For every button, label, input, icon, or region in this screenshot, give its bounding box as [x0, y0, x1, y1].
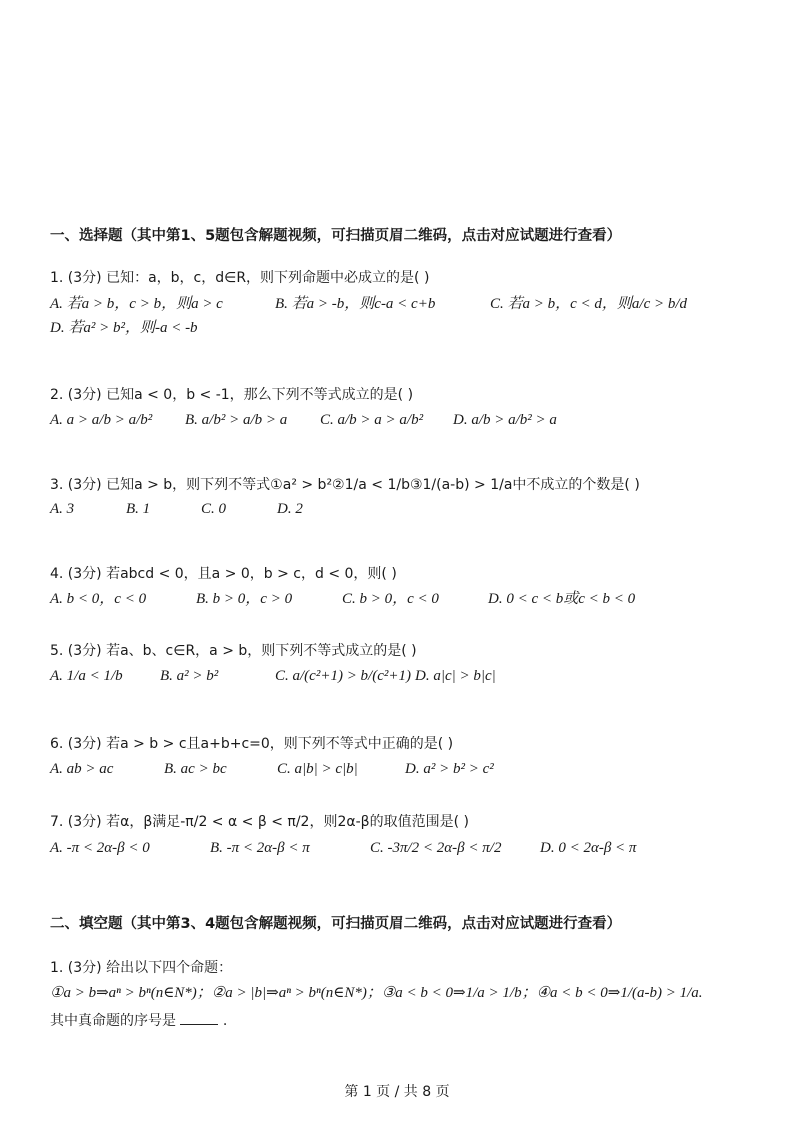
question-4-option-d: D. 0 < c < b或c < b < 0: [488, 591, 636, 607]
question-7-stem: 7. (3分) 若α，β满足-π/2 < α < β < π/2，则2α-β的取值范围是( ): [50, 814, 469, 830]
question-2-stem: 2. (3分) 已知a < 0，b < -1，那么下列不等式成立的是( ): [50, 387, 414, 403]
question-6-option-b: B. ac > bc: [164, 761, 227, 777]
question-5-option-a: A. 1/a < 1/b: [50, 668, 123, 684]
fill-question-1-tail: 其中真命题的序号是: [50, 1013, 176, 1029]
question-3-option-d: D. 2: [277, 501, 303, 517]
fill-question-1-end: .: [222, 1013, 228, 1029]
question-4-option-c: C. b > 0，c < 0: [342, 591, 439, 607]
question-6-option-c: C. a|b| > c|b|: [277, 761, 358, 777]
question-4-option-a: A. b < 0，c < 0: [50, 591, 147, 607]
question-3-option-b: B. 1: [126, 501, 151, 517]
section-title-choice: 一、选择题（其中第1、5题包含解题视频，可扫描页眉二维码，点击对应试题进行查看）: [50, 228, 622, 244]
question-1-option-b: B. 若a > -b，则c-a < c+b: [275, 296, 436, 312]
section-title-fill-blank: 二、填空题（其中第3、4题包含解题视频，可扫描页眉二维码，点击对应试题进行查看）: [50, 916, 622, 932]
question-3-option-c: C. 0: [201, 501, 227, 517]
question-7-option-a: A. -π < 2α-β < 0: [50, 840, 150, 856]
question-5-stem: 5. (3分) 若a、b、c∈R，a > b，则下列不等式成立的是( ): [50, 643, 417, 659]
question-1-option-c: C. 若a > b，c < d，则a/c > b/d: [490, 296, 688, 312]
question-7-option-d: D. 0 < 2α-β < π: [540, 840, 637, 856]
question-4-stem: 4. (3分) 若abcd < 0，且a > 0，b > c，d < 0，则( ): [50, 566, 397, 582]
question-2-option-d: D. a/b > a/b² > a: [453, 412, 557, 428]
question-3-stem: 3. (3分) 已知a > b，则下列不等式①a² > b²②1/a < 1/b③1/(a-b) > 1/a中不成立的个数是( ): [50, 477, 640, 493]
question-5-option-b: B. a² > b²: [160, 668, 219, 684]
question-3-option-a: A. 3: [50, 501, 75, 517]
question-2-option-b: B. a/b² > a/b > a: [185, 412, 288, 428]
question-6-stem: 6. (3分) 若a > b > c且a+b+c=0，则下列不等式中正确的是( ): [50, 736, 454, 752]
question-5-option-d: D. a|c| > b|c|: [415, 668, 496, 684]
question-1-option-d: D. 若a² > b²，则-a < -b: [50, 320, 198, 336]
question-5-option-c: C. a/(c²+1) > b/(c²+1): [275, 668, 411, 684]
fill-question-1-stem: 1. (3分) 给出以下四个命题：: [50, 960, 233, 976]
question-6-option-d: D. a² > b² > c²: [405, 761, 494, 777]
fill-question-1-propositions: ①a > b⇒aⁿ > bⁿ(n∈N*)；②a > |b|⇒aⁿ > bⁿ(n∈N*)；③a < b < 0⇒1/a > 1/b；④a < b < 0⇒1/(a-b) > 1/a.: [50, 985, 703, 1001]
question-7-option-c: C. -3π/2 < 2α-β < π/2: [370, 840, 502, 856]
question-1-option-a: A. 若a > b，c > b，则a > c: [50, 296, 223, 312]
answer-blank[interactable]: [180, 1010, 218, 1025]
question-2-option-a: A. a > a/b > a/b²: [50, 412, 153, 428]
page-footer: 第 1 页 / 共 8 页: [344, 1084, 450, 1100]
question-1-stem: 1. (3分) 已知：a，b，c，d∈R，则下列命题中必成立的是( ): [50, 270, 430, 286]
question-7-option-b: B. -π < 2α-β < π: [210, 840, 310, 856]
question-2-option-c: C. a/b > a > a/b²: [320, 412, 424, 428]
question-6-option-a: A. ab > ac: [50, 761, 114, 777]
question-4-option-b: B. b > 0，c > 0: [196, 591, 293, 607]
fill-question-1-prompt: [50, 1010, 227, 1031]
